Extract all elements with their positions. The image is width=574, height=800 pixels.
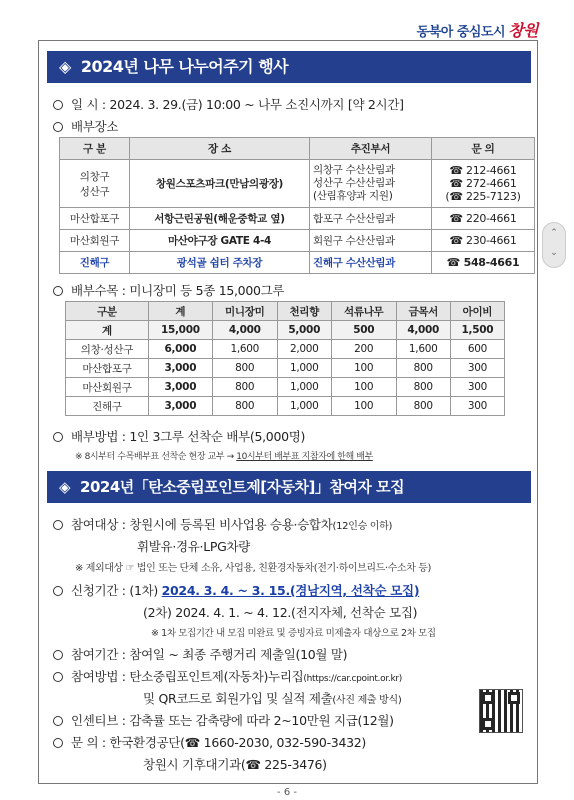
table-header: 석류나무	[331, 302, 396, 321]
table-row	[66, 340, 505, 359]
table-cell: 600	[450, 340, 504, 359]
table-header: 아이비	[450, 302, 504, 321]
table-header: 천리향	[277, 302, 331, 321]
table-cell: 1,600	[396, 340, 450, 359]
table-cell: 1,500	[450, 321, 504, 340]
table-cell: 800	[396, 378, 450, 397]
table-header: 장 소	[130, 138, 310, 160]
count-value: : 미니장미 등 5종 15,000그루	[121, 283, 285, 298]
place-table	[59, 137, 535, 274]
period-value-1-prefix: : (1차)	[121, 583, 162, 598]
period-note: ※ 1차 모집기간 내 모집 미완료 및 증빙자료 미제출자 대상으로 2차 모집	[151, 628, 436, 639]
table-row	[60, 208, 535, 230]
table-row	[60, 160, 535, 208]
table-cell: 2,000	[277, 340, 331, 359]
incentive-label: 인센티브	[71, 713, 119, 728]
table-cell: 서항근린공원(해운중학교 옆)	[130, 208, 310, 230]
section1-title: 2024년 나무 나누어주기 행사	[80, 57, 289, 76]
target-small: (12인승 이하)	[332, 521, 393, 532]
notice-frame	[38, 40, 538, 784]
place-row	[53, 117, 118, 135]
circle-bullet-icon	[53, 432, 63, 442]
count-label: 배부수목	[71, 283, 119, 298]
table-cell: 100	[331, 378, 396, 397]
incentive-value: : 감축률 또는 감축량에 따라 2~10만원 지급(12월)	[121, 713, 394, 728]
circle-bullet-icon	[53, 672, 63, 682]
circle-bullet-icon	[53, 520, 63, 530]
duration-row	[53, 645, 347, 663]
table-cell: 계	[66, 321, 149, 340]
howto-value-2: 및 QR코드로 회원가입 및 실적 제출	[143, 691, 333, 706]
count-row	[53, 281, 284, 299]
diamond-icon: ◈	[59, 478, 71, 496]
circle-bullet-icon	[53, 716, 63, 726]
diamond-icon: ◈	[59, 57, 71, 76]
table-cell: 1,000	[277, 397, 331, 416]
target-value: : 창원시에 등록된 비사업용 승용·승합차	[121, 517, 333, 532]
contact-row-2	[143, 755, 327, 773]
date-row	[53, 95, 404, 113]
circle-bullet-icon	[53, 100, 63, 110]
duration-label: 참여기간	[71, 647, 119, 662]
contact-value: : 한국환경공단(☎ 1660-2030, 032-590-3432)	[101, 735, 366, 750]
table-cell: 진해구	[60, 252, 130, 274]
table-cell: 회원구 수산산림과	[310, 230, 432, 252]
table-cell: 광석골 쉼터 주차장	[130, 252, 310, 274]
table-cell: 800	[212, 397, 277, 416]
circle-bullet-icon	[53, 650, 63, 660]
table-cell: 800	[396, 397, 450, 416]
table-header: 계	[148, 302, 212, 321]
brand-header	[417, 18, 538, 41]
table-cell: 4,000	[212, 321, 277, 340]
place-label: 배부장소	[71, 119, 119, 134]
period-value-1: 2024. 3. 4. ~ 3. 15.(경남지역, 선착순 모집)	[161, 583, 420, 598]
table-cell: 300	[450, 378, 504, 397]
method-note-underlined: 10시부터 배부표 지참자에 한해 배부	[236, 452, 373, 462]
table-row	[66, 397, 505, 416]
table-header: 구분	[66, 302, 149, 321]
table-header-row	[66, 302, 505, 321]
table-row	[66, 321, 505, 340]
contact-value-2: 창원시 기후대기과(☎ 225-3476)	[143, 757, 327, 772]
table-cell: 창원스포츠파크(만남의광장)	[130, 160, 310, 208]
table-row	[60, 252, 535, 274]
table-cell: 6,000	[148, 340, 212, 359]
incentive-row	[53, 711, 394, 729]
circle-bullet-icon	[53, 738, 63, 748]
howto-small: (사진 제출 방식)	[332, 695, 402, 706]
howto-row-2	[143, 689, 402, 707]
method-value: : 1인 3그루 선착순 배부(5,000명)	[121, 429, 306, 444]
table-cell: 합포구 수산산림과	[310, 208, 432, 230]
table-cell: 800	[212, 378, 277, 397]
table-cell: 300	[450, 359, 504, 378]
circle-bullet-icon	[53, 286, 63, 296]
table-cell: 800	[212, 359, 277, 378]
table-cell: 1,600	[212, 340, 277, 359]
howto-row	[53, 667, 402, 685]
table-cell: 진해구	[66, 397, 149, 416]
target-value-2: 휘발유·경유·LPG차량	[137, 539, 251, 554]
contact-row	[53, 733, 366, 751]
scroll-handle[interactable]: ⌃ ⌄	[542, 222, 566, 268]
target-row	[53, 515, 392, 533]
brand-signature: 창원	[508, 21, 538, 40]
page-number: - 6 -	[277, 787, 297, 798]
table-cell: 100	[331, 359, 396, 378]
table-row	[66, 359, 505, 378]
table-cell: 100	[331, 397, 396, 416]
period-row-2	[143, 603, 417, 621]
target-note: ※ 제외대상 ☞ 법인 또는 단체 소유, 사업용, 친환경자동차(전기·하이브리드·수소차 등)	[75, 563, 431, 574]
table-cell: 5,000	[277, 321, 331, 340]
circle-bullet-icon	[53, 122, 63, 132]
brand-text: 동북아 중심도시	[416, 25, 506, 40]
table-cell: 4,000	[396, 321, 450, 340]
table-header: 금목서	[396, 302, 450, 321]
table-header: 미니장미	[212, 302, 277, 321]
howto-value: : 탄소중립포인트제(자동차)누리집	[121, 669, 304, 684]
method-note-part: ※ 8시부터 수목배부표 선착순 현장 교부 →	[75, 452, 237, 462]
table-cell: 3,000	[148, 359, 212, 378]
tree-table	[65, 301, 505, 416]
table-cell: 500	[331, 321, 396, 340]
table-cell: ☎ 212-4661 ☎ 272-4661 (☎ 225-7123)	[432, 160, 535, 208]
table-row	[60, 230, 535, 252]
howto-url: (https://car.cpoint.or.kr)	[303, 674, 402, 684]
method-note	[75, 449, 373, 462]
circle-bullet-icon	[53, 586, 63, 596]
table-header: 문 의	[432, 138, 535, 160]
table-cell: 300	[450, 397, 504, 416]
table-cell: 의창·성산구	[66, 340, 149, 359]
period-row	[53, 581, 419, 599]
table-cell: 진해구 수산산림과	[310, 252, 432, 274]
table-row	[66, 378, 505, 397]
section2-banner	[47, 471, 531, 503]
target-row-2	[137, 537, 250, 555]
period-label: 신청기간	[71, 583, 119, 598]
table-cell: ☎ 220-4661	[432, 208, 535, 230]
table-cell: 1,000	[277, 378, 331, 397]
target-label: 참여대상	[71, 517, 119, 532]
contact-label: 문 의	[71, 735, 99, 750]
duration-value: : 참여일 ~ 최종 주행거리 제출일(10월 말)	[121, 647, 348, 662]
table-cell: 200	[331, 340, 396, 359]
table-cell: 마산합포구	[66, 359, 149, 378]
method-row	[53, 427, 305, 445]
table-cell: 의창구 수산산림과 성산구 수산산림과 (산림휴양과 지원)	[310, 160, 432, 208]
date-value: : 2024. 3. 29.(금) 10:00 ~ 나무 소진시까지 [약 2시간]	[101, 97, 404, 112]
table-header: 구 분	[60, 138, 130, 160]
table-cell: 800	[396, 359, 450, 378]
table-cell: 마산야구장 GATE 4-4	[130, 230, 310, 252]
howto-label: 참여방법	[71, 669, 119, 684]
table-header: 추진부서	[310, 138, 432, 160]
section2-title: 2024년「탄소중립포인트제[자동차]」참여자 모집	[80, 478, 405, 496]
table-cell: 3,000	[148, 397, 212, 416]
table-header-row	[60, 138, 535, 160]
table-cell: ☎ 548-4661	[432, 252, 535, 274]
table-cell: 의창구 성산구	[60, 160, 130, 208]
table-cell: 마산합포구	[60, 208, 130, 230]
table-cell: 마산회원구	[60, 230, 130, 252]
date-label: 일 시	[71, 97, 99, 112]
table-cell: ☎ 230-4661	[432, 230, 535, 252]
table-cell: 1,000	[277, 359, 331, 378]
method-label: 배부방법	[71, 429, 119, 444]
qr-code-icon[interactable]	[479, 689, 523, 733]
table-cell: 3,000	[148, 378, 212, 397]
period-value-2: (2차) 2024. 4. 1. ~ 4. 12.(전지자체, 선착순 모집)	[143, 605, 418, 620]
section1-banner	[47, 51, 531, 83]
table-cell: 마산회원구	[66, 378, 149, 397]
table-cell: 15,000	[148, 321, 212, 340]
